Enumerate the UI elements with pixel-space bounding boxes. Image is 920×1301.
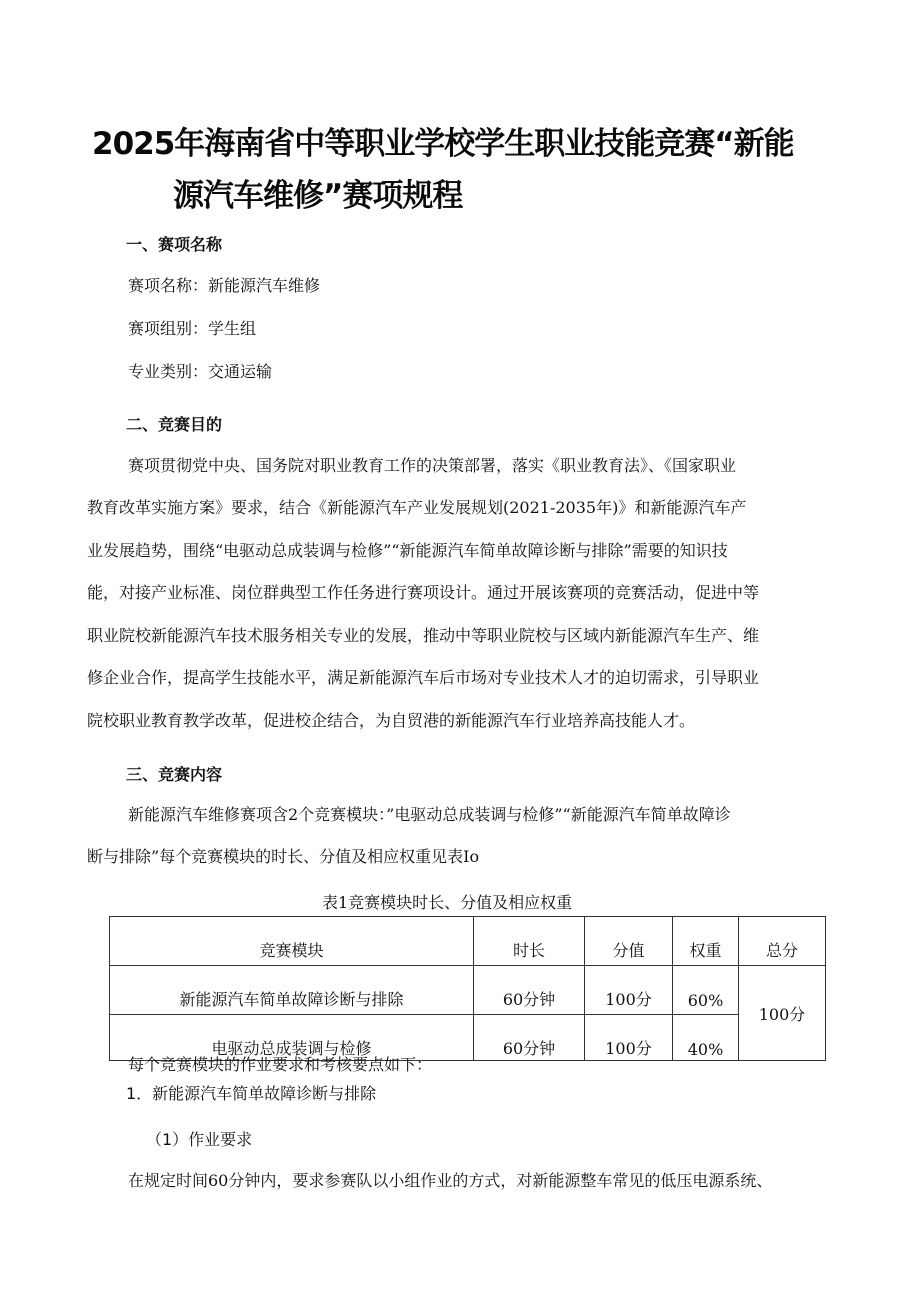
purpose-line: 赛项贯彻党中央、国务院对职业教育工作的决策部署，落实《职业教育法》、《国家职业 <box>128 456 737 475</box>
page-title-line-2: 源汽车维修”赛项规程 <box>173 178 463 214</box>
table-cell: 60分钟 <box>474 966 585 1015</box>
table-header-row <box>110 917 826 966</box>
purpose-line: 院校职业教育教学改革，促进校企结合，为自贸港的新能源汽车行业培养高技能人才。 <box>87 711 696 730</box>
subsection-1-1-heading: （1）作业要求 <box>146 1130 253 1149</box>
content-line: 新能源汽车维修赛项含2个竞赛模块：”电驱动总成装调与检修”“新能源汽车简单故障诊 <box>128 805 731 824</box>
table-header-cell: 时长 <box>474 917 585 966</box>
purpose-line: 业发展趋势，围绕“电驱动总成装调与检修”“新能源汽车简单故障诊断与排除”需要的知识技 <box>87 541 728 560</box>
table-cell: 新能源汽车简单故障诊断与排除 <box>110 966 474 1015</box>
event-category: 专业类别：交通运输 <box>128 362 273 381</box>
competition-modules-table <box>109 916 826 1061</box>
event-group: 赛项组别：学生组 <box>128 319 257 338</box>
purpose-line: 职业院校新能源汽车技术服务相关专业的发展，推动中等职业院校与区域内新能源汽车生产、维 <box>87 626 760 645</box>
table-header-cell: 竞赛模块 <box>110 917 474 966</box>
table-header-cell: 权重 <box>673 917 739 966</box>
table-caption: 表1竞赛模块时长、分值及相应权重 <box>322 893 573 912</box>
table-cell: 60分钟 <box>474 1015 585 1061</box>
table-cell: 100分 <box>585 966 673 1015</box>
event-name: 赛项名称：新能源汽车维修 <box>128 276 321 295</box>
table-row <box>110 966 826 1015</box>
table-cell: 电驱动总成装调与检修 <box>110 1015 474 1061</box>
table-header-cell: 分值 <box>585 917 673 966</box>
table-header-cell: 总分 <box>739 917 826 966</box>
table-cell: 60% <box>673 966 739 1015</box>
section-3-heading: 三、竞赛内容 <box>126 765 223 784</box>
page-title-line-1: 2025年海南省中等职业学校学生职业技能竞赛“新能 <box>92 126 794 162</box>
table-cell: 40% <box>673 1015 739 1061</box>
purpose-line: 能，对接产业标准、岗位群典型工作任务进行赛项设计。通过开展该赛项的竞赛活动，促进中等 <box>87 583 760 602</box>
table-total-cell: 100分 <box>739 966 826 1061</box>
table-cell: 100分 <box>585 1015 673 1061</box>
after-table-text: 每个竞赛模块的作业要求和考核要点如下： <box>128 1055 433 1074</box>
content-line: 断与排除”每个竞赛模块的时长、分值及相应权重见表Io <box>87 847 480 866</box>
section-1-heading: 一、赛项名称 <box>126 235 223 254</box>
requirement-line: 在规定时间60分钟内，要求参赛队以小组作业的方式，对新能源整车常见的低压电源系统、 <box>128 1171 773 1190</box>
section-2-heading: 二、竞赛目的 <box>126 415 223 434</box>
purpose-line: 修企业合作，提高学生技能水平，满足新能源汽车后市场对专业技术人才的迫切需求，引导职业 <box>87 668 760 687</box>
subsection-1-heading: 1．新能源汽车简单故障诊断与排除 <box>126 1084 377 1103</box>
purpose-line: 教育改革实施方案》要求，结合《新能源汽车产业发展规划(2021-2035年)》和新能源汽车产 <box>87 498 747 517</box>
